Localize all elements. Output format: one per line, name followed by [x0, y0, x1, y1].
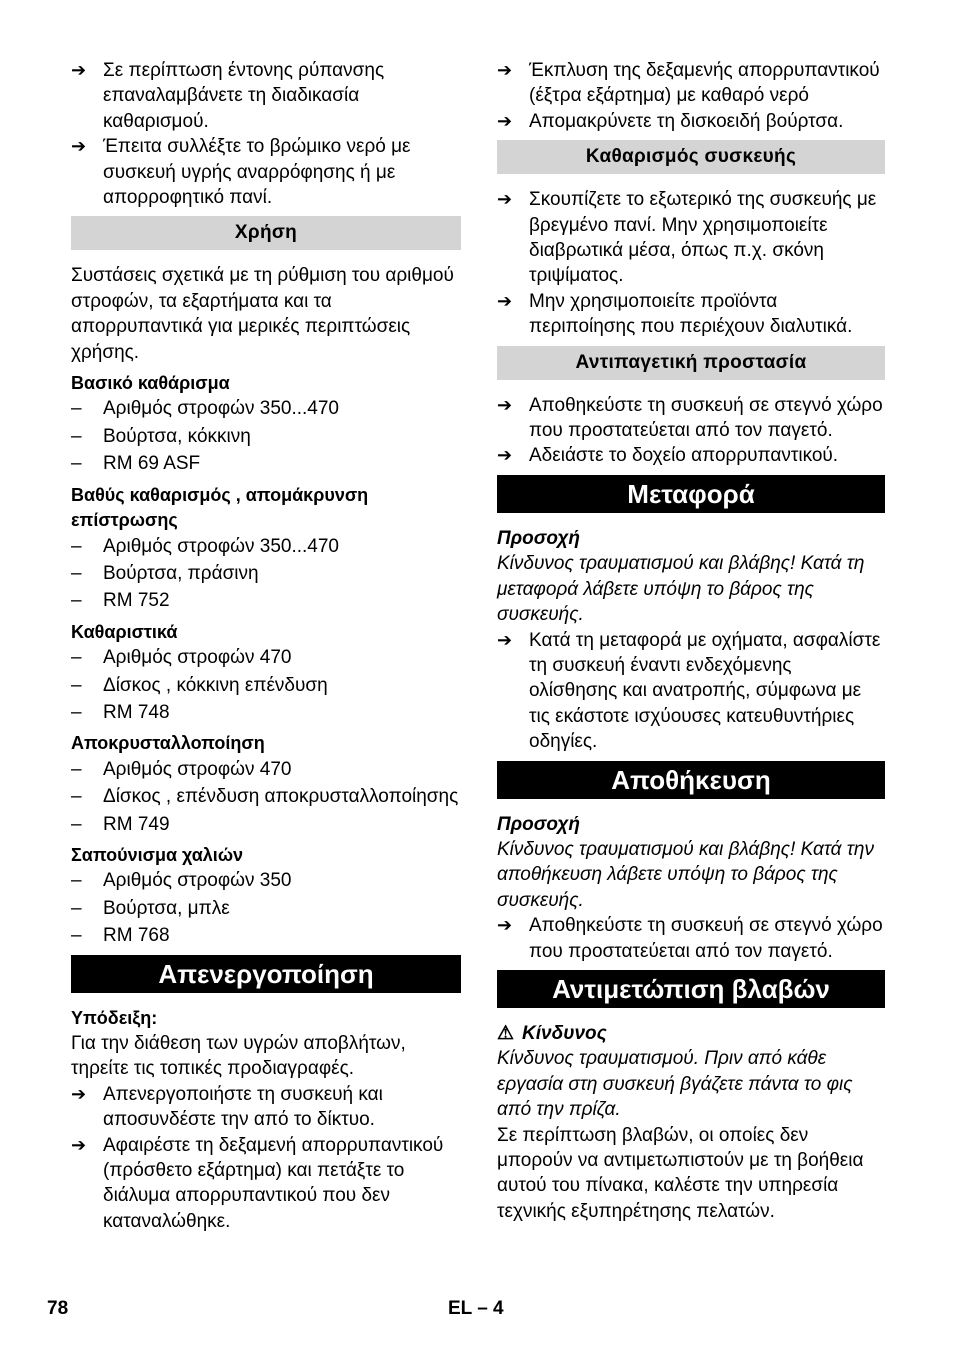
section-heading-storage: Αποθήκευση — [497, 761, 885, 799]
group-title: Καθαριστικά — [71, 621, 178, 642]
dash-icon: – — [71, 897, 82, 919]
bullet-item: ➔ Κατά τη μεταφορά με οχήματα, ασφαλίστε τη συσκευή έναντι ενδεχόμενης ολίσθησης και ανατροπής, σύμφωνα με τις εκάστοτε ισχύουσες κατευθυντήριες οδηγίες. — [497, 628, 885, 755]
danger-text: Κίνδυνος τραυματισμού. Πριν από κάθε εργασία στη συσκευή βγάζετε πάντα το φις από την πρίζα. — [497, 1048, 853, 1121]
arrow-icon: ➔ — [497, 290, 513, 311]
section-heading-transport: Μεταφορά — [497, 475, 885, 513]
section-heading-device-cleaning: Καθαρισμός συσκευής — [497, 140, 885, 174]
arrow-icon: ➔ — [497, 915, 513, 936]
page-code: EL – 4 — [448, 1298, 504, 1319]
danger-label-row — [497, 1021, 885, 1046]
arrow-icon: ➔ — [497, 445, 513, 466]
caution-text: Κίνδυνος τραυματισμού και βλάβης! Κατά τη μεταφορά λάβετε υπόψη το βάρος της συσκευής. — [497, 553, 865, 626]
arrow-icon: ➔ — [71, 1083, 87, 1104]
dash-icon: – — [71, 813, 82, 835]
bullet-item: ➔ Αδειάστε το δοχείο απορρυπαντικού. — [497, 443, 885, 468]
arrow-icon: ➔ — [71, 1134, 87, 1155]
warning-icon: ⚠ — [497, 1022, 515, 1044]
dash-icon: – — [71, 425, 82, 447]
arrow-icon: ➔ — [71, 60, 87, 80]
bullet-item: ➔ Απενεργοποιήστε τη συσκευή και αποσυνδέστε την από το δίκτυο. — [71, 1082, 461, 1133]
bullet-item: ➔ Αφαιρέστε τη δεξαμενή απορρυπαντικού (πρόσθετο εξάρτημα) και πετάξτε το διάλυμα απορρυπαντικού που δεν καταναλώθηκε. — [71, 1133, 461, 1235]
dash-icon: – — [71, 398, 82, 420]
right-column — [497, 58, 885, 1224]
bullet-item: ➔ Έπειτα συλλέξτε το βρώμικο νερό με συσκευή υγρής αναρρόφησης ή με απορροφητικό πανί. — [71, 134, 461, 210]
dash-icon: – — [71, 674, 82, 696]
dash-icon: – — [71, 647, 82, 669]
dash-icon: – — [71, 758, 82, 780]
dash-icon: – — [71, 701, 82, 723]
arrow-icon: ➔ — [497, 394, 513, 415]
note-text: Για την διάθεση των υγρών αποβλήτων, τηρείτε τις τοπικές προδιαγραφές. — [71, 1033, 406, 1080]
troubleshooting-body: Σε περίπτωση βλαβών, οι οποίες δεν μπορούν να αντιμετωπιστούν με τη βοήθεια αυτού του πίνακα, καλέστε την υπηρεσία τεχνικής εξυπηρέτησης πελατών. — [497, 1124, 864, 1222]
arrow-icon: ➔ — [497, 629, 513, 650]
left-column — [71, 58, 461, 1234]
section-heading-usage: Χρήση — [71, 216, 461, 250]
list-item: – Βούρτσα, μπλε — [71, 896, 461, 921]
arrow-icon: ➔ — [497, 189, 513, 210]
list-item: – RM 748 — [71, 700, 461, 725]
list-item: – Αριθμός στροφών 350...470 — [71, 534, 461, 559]
group-title: Αποκρυσταλλοποίηση — [71, 733, 265, 754]
section-heading-shutdown: Απενεργοποίηση — [71, 955, 461, 993]
group-title: Βασικό καθάρισμα — [71, 373, 230, 394]
list-item: – RM 752 — [71, 588, 461, 613]
section-heading-frost: Αντιπαγετική προστασία — [497, 346, 885, 380]
bullet-item: ➔ Σε περίπτωση έντονης ρύπανσης επαναλαμβάνετε τη διαδικασία καθαρισμού. — [71, 58, 461, 134]
list-item: – Δίσκος , κόκκινη επένδυση — [71, 673, 461, 698]
bullet-item: ➔ Σκουπίζετε το εξωτερικό της συσκευής με βρεγμένο πανί. Μην χρησιμοποιείτε διαβρωτικά μέσα, όπως π.χ. σκόνη τριψίματος. — [497, 187, 885, 289]
dash-icon: – — [71, 870, 82, 892]
caution-label: Προσοχή — [497, 527, 581, 549]
usage-intro: Συστάσεις σχετικά με τη ρύθμιση του αριθμού στροφών, τα εξαρτήματα και τα απορρυπαντικά για μερικές περιπτώσεις χρήσης. — [71, 265, 454, 363]
bullet-item: ➔ Απομακρύνετε τη δισκοειδή βούρτσα. — [497, 109, 885, 134]
page-number: 78 — [47, 1298, 69, 1319]
dash-icon: – — [71, 535, 82, 557]
list-item: – RM 768 — [71, 923, 461, 948]
list-item: – Αριθμός στροφών 350 — [71, 868, 461, 893]
section-heading-troubleshooting: Αντιμετώπιση βλαβών — [497, 970, 885, 1008]
list-item: – Αριθμός στροφών 470 — [71, 645, 461, 670]
list-item: – Βούρτσα, πράσινη — [71, 561, 461, 586]
danger-label: Κίνδυνος — [522, 1022, 607, 1044]
list-item: – Δίσκος , επένδυση αποκρυσταλλοποίησης — [71, 784, 461, 809]
list-item: – RM 69 ASF — [71, 451, 461, 476]
note-label: Υπόδειξη: — [71, 1007, 158, 1028]
group-title: Σαπούνισμα χαλιών — [71, 844, 244, 865]
list-item: – RM 749 — [71, 812, 461, 837]
bullet-item: ➔ Αποθηκεύστε τη συσκευή σε στεγνό χώρο που προστατεύεται από τον παγετό. — [497, 913, 885, 964]
arrow-icon: ➔ — [497, 110, 513, 131]
list-item: – Βούρτσα, κόκκινη — [71, 424, 461, 449]
dash-icon: – — [71, 562, 82, 584]
caution-text: Κίνδυνος τραυματισμού και βλάβης! Κατά την αποθήκευση λάβετε υπόψη το βάρος της συσκευής. — [497, 838, 874, 911]
bullet-item: ➔ Αποθηκεύστε τη συσκευή σε στεγνό χώρο που προστατεύεται από τον παγετό. — [497, 393, 885, 444]
list-item: – Αριθμός στροφών 350...470 — [71, 396, 461, 421]
dash-icon: – — [71, 925, 82, 947]
bullet-item: ➔ Μην χρησιμοποιείτε προϊόντα περιποίησης που περιέχουν διαλυτικά. — [497, 289, 885, 340]
bullet-item: ➔ Έκπλυση της δεξαμενής απορρυπαντικού (έξτρα εξάρτημα) με καθαρό νερό — [497, 58, 885, 109]
list-item: – Αριθμός στροφών 470 — [71, 757, 461, 782]
dash-icon: – — [71, 453, 82, 475]
caution-label: Προσοχή — [497, 813, 581, 835]
dash-icon: – — [71, 590, 82, 612]
arrow-icon: ➔ — [497, 60, 513, 80]
dash-icon: – — [71, 786, 82, 808]
group-title: Βαθύς καθαρισμός , απομάκρυνση επίστρωσης — [71, 484, 369, 531]
arrow-icon: ➔ — [71, 136, 87, 157]
